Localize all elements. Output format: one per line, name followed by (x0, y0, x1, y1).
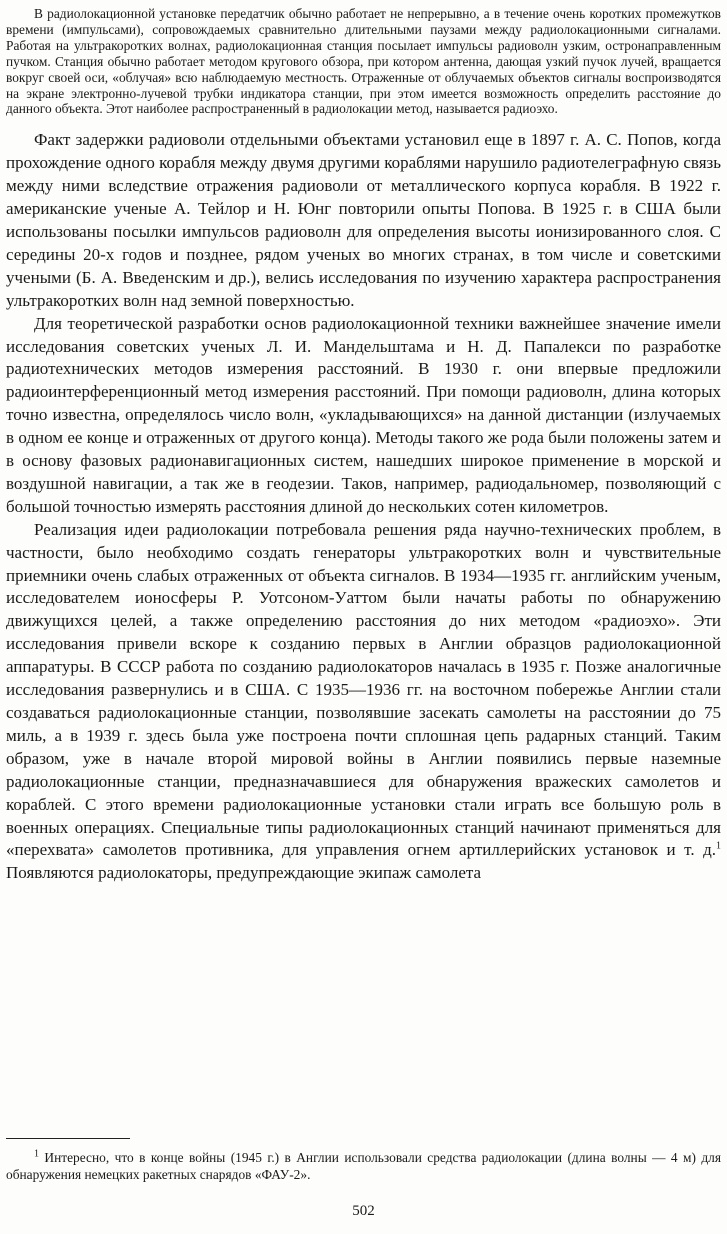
paragraph-mandelstam: Для теоретической разработки основ радиолокационной техники важнейшее значение имели исследования советских ученых Л. И. Мандельштама и Н. Д. Папалекси по разработке радиотехнических методов измерения расстояний. В 1930 г. они впервые предложили радиоинтерференционный метод измерения расстояний. При помощи радиоволн, длина которых точно известна, определялось число волн, «укладывающихся» на данной дистанции (излучаемых в одном ее конце и отраженных от другого конца). Методы такого же рода были положены затем и в основу фазовых радионавигационных систем, нашедших широкое применение в морской и воздушной навигации, а так же в геодезии. Таков, например, радиодальномер, позволяющий с большой точностью измерять расстояния длиной до нескольких сотен километров. (6, 313, 721, 516)
page-number: 502 (352, 1203, 375, 1219)
footnote-marker: 1 (34, 1148, 39, 1160)
footnote-reference[interactable]: 1 (716, 840, 721, 852)
paragraph-realization (6, 519, 721, 886)
footnote-divider (6, 1138, 130, 1139)
intro-small-paragraph: В радиолокационной установке передатчик обычно работает не непрерывно, а в течение очень коротких промежутков времени (импульсами), сопровождаемых сравнительно длительными паузами между радиолокационными сигналами. Работая на ультракоротких волнах, радиолокационная станция посылает импульсы радиоволн узким, остронаправленным пучком. Станция обычно работает методом кругового обзора, при котором антенна, дающая узкий пучок лучей, вращается вокруг своей оси, «облучая» всю наблюдаемую местность. Отраженные от облучаемых объектов сигналы воспроизводятся на экране электронно-лучевой трубки индикатора станции, при этом имеется возможность определить расстояние до данного объекта. Этот наиболее распространенный в радиолокации метод, называется радиоэхо. (6, 6, 721, 117)
paragraph-realization-tail: Появляются радиолокаторы, предупреждающие экипаж самолета (6, 863, 482, 883)
footnote-text: Интересно, что в конце войны (1945 г.) в Англии использовали средства радиолокации (длина волны — 4 м) для обнаружения немецких ракетных снарядов «ФАУ-2». (6, 1150, 721, 1182)
page-body (6, 6, 721, 885)
footnote (6, 1150, 721, 1183)
paragraph-popov: Факт задержки радиоволи отдельными объектами установил еще в 1897 г. А. С. Попов, когда прохождение одного корабля между двумя другими кораблями нарушило радиотелеграфную связь между ними вследствие отражения радиоволи от металлического корпуса корабля. В 1922 г. американские ученые А. Тейлор и Н. Юнг повторили опыты Попова. В 1925 г. в США были использованы посылки импульсов радиоволн для определения высоты ионизированного слоя. С середины 20-х годов и позднее, рядом ученых во многих странах, в том числе и советскими учеными (Б. А. Введенским и др.), велись исследования по изучению характера распространения ультракоротких волн над земной поверхностью. (6, 130, 721, 310)
paragraph-realization-text: Реализация идеи радиолокации потребовала решения ряда научно-технических проблем, в частности, было необходимо создать генераторы ультракоротких волн и чувствительные приемники очень слабых отраженных от объекта сигналов. В 1934—1935 гг. английским ученым, исследователем ионосферы Р. Уотсоном-Уаттом были начаты работы по обнаружению движущихся целей, а также определению расстояния до них методом «радиоэхо». Эти исследования привели вскоре к созданию первых в Англии образцов радиолокационной аппаратуры. В СССР работа по созданию радиолокаторов началась в 1935 г. Позже аналогичные исследования развернулись и в США. С 1935—1936 гг. на восточном побережье Англии стали создаваться радиолокационные станции, позволявшие засекать самолеты на расстоянии до 75 миль, а в 1939 г. здесь была уже построена почти сплошная цепь радарных станций. Таким образом, уже в начале второй мировой войны в Англии появились первые наземные радиолокационные станции, предназначавшиеся для обнаружения вражеских самолетов и кораблей. С этого времени радиолокационные установки стали играть все большую роль в военных операциях. Специальные типы радиолокационных станций начинают применяться для «перехвата» самолетов противника, для управления огнем артиллерийских установок и т. д. (6, 519, 721, 860)
